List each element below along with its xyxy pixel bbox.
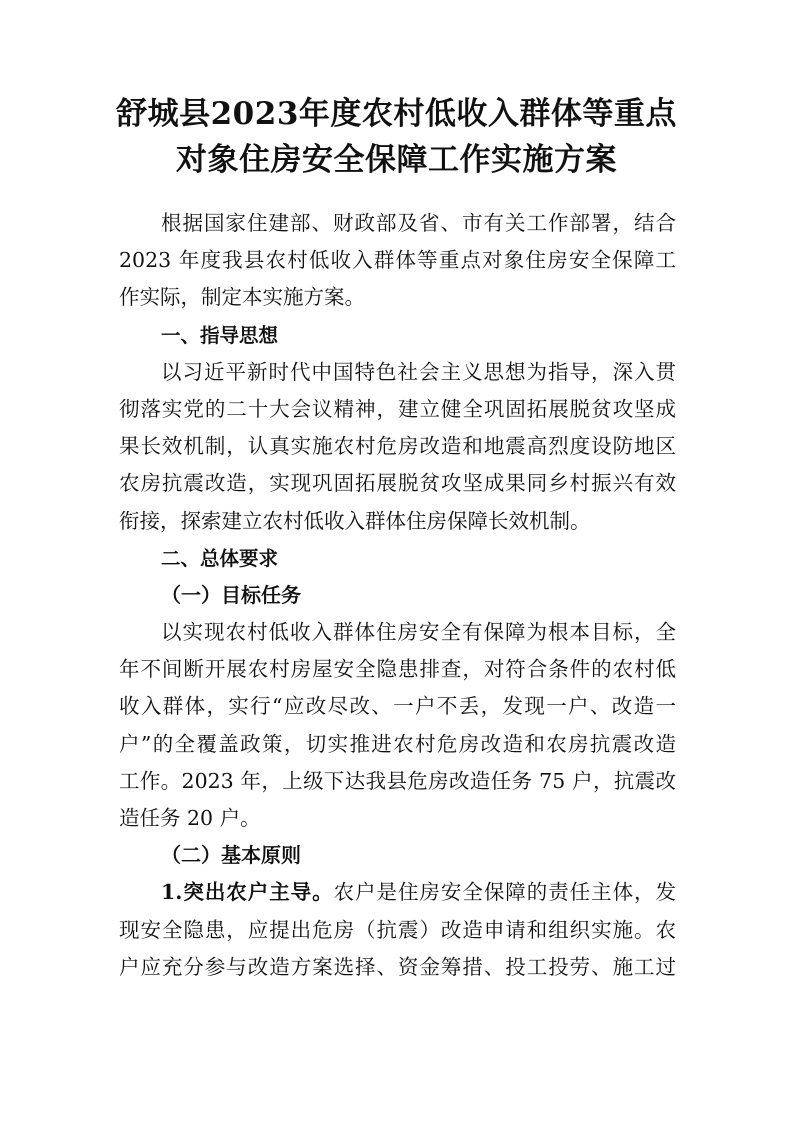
title-line-1: 舒城县2023年度农村低收入群体等重点 <box>116 96 677 132</box>
subsection-heading-goals: （一）目标任务 <box>161 582 301 607</box>
principle1-lead: 1.突出农户主导。 <box>161 880 334 905</box>
section1-line-4: 农房抗震改造，实现巩固拓展脱贫攻坚成果同乡村振兴有效 <box>119 471 676 496</box>
sub1-line-5: 工作。2023 年，上级下达我县危房改造任务 75 户，抗震改 <box>119 768 676 793</box>
sub1-line-2: 年不间断开展农村房屋安全隐患排查，对符合条件的农村低 <box>119 657 676 682</box>
section1-line-2: 彻落实党的二十大会议精神，建立健全巩固拓展脱贫攻坚成 <box>119 396 676 421</box>
title-line-2: 对象住房安全保障工作实施方案 <box>176 142 617 178</box>
section1-line-5: 衔接，探索建立农村低收入群体住房保障长效机制。 <box>119 508 591 533</box>
document-title <box>100 91 693 183</box>
principle1-line-2: 现安全隐患，应提出危房（抗震）改造申请和组织实施。农 <box>119 917 676 942</box>
section1-line-3: 果长效机制，认真实施农村危房改造和地震高烈度设防地区 <box>119 434 676 459</box>
principle1-first-rest: 农户是住房安全保障的责任主体，发 <box>333 880 677 905</box>
section-heading-overall-requirements: 二、总体要求 <box>161 546 279 570</box>
sub1-line-1: 以实现农村低收入群体住房安全有保障为根本目标，全 <box>161 620 676 645</box>
sub1-line-3: 收入群体，实行“应改尽改、一户不丢，发现一户、改造一 <box>119 694 676 719</box>
section1-line-1: 以习近平新时代中国特色社会主义思想为指导，深入贯 <box>161 359 676 384</box>
intro-line-2: 2023 年度我县农村低收入群体等重点对象住房安全保障工 <box>119 248 676 273</box>
document-body <box>119 205 676 986</box>
intro-line-3: 作实际，制定本实施方案。 <box>119 285 365 310</box>
subsection-heading-principles: （二）基本原则 <box>161 843 301 868</box>
intro-line-1: 根据国家住建部、财政部及省、市有关工作部署，结合 <box>161 211 676 235</box>
sub1-line-6: 造任务 20 户。 <box>119 806 261 830</box>
principle1-line-1 <box>119 874 676 911</box>
sub1-line-4: 户”的全覆盖政策，切实推进农村危房改造和农房抗震改造 <box>119 731 676 756</box>
principle1-line-3: 户应充分参与改造方案选择、资金筹措、投工投劳、施工过 <box>119 954 676 979</box>
section-heading-guiding-ideology: 一、指导思想 <box>161 323 279 347</box>
